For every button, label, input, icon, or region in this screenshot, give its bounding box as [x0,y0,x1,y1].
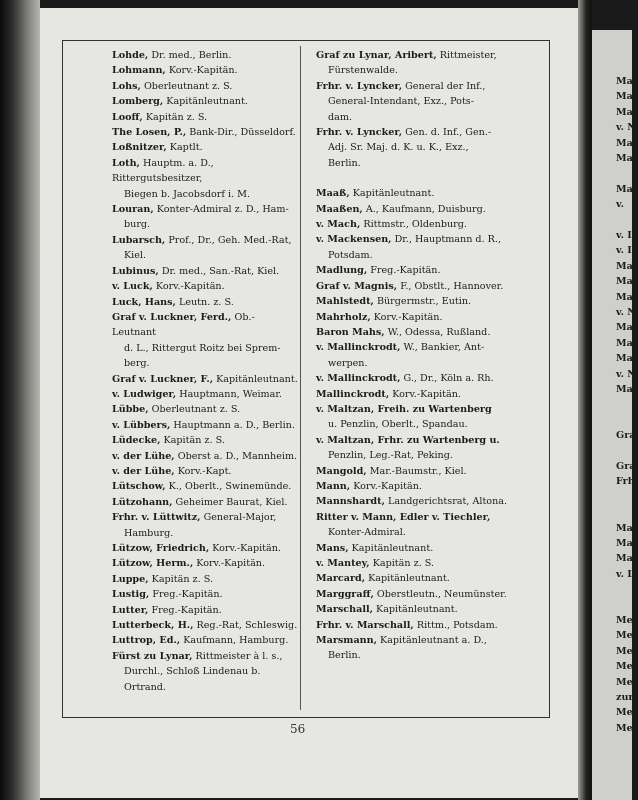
entry-details: Rittmstr., Oldenburg. [363,219,467,231]
directory-entry [112,279,298,294]
entry-details: Hauptmann, Weimar. [179,388,282,400]
directory-entry [112,633,298,648]
directory-entry [316,494,538,509]
entry-name: Lübbe, [112,404,149,416]
directory-entry [316,217,538,232]
entry-name: Fürst zu Lynar, [112,650,193,662]
entry-details: Oberstleutn., Neumünster. [376,588,507,600]
entry-continuation: Durchl., Schloß Lindenau b. [124,666,261,678]
entry-details: W., Odessa, Rußland. [387,326,491,338]
entry-name: Maaß, [316,188,350,200]
directory-entry [316,263,538,278]
directory-entry [112,94,298,109]
entry-continuation: Ortrand. [124,681,166,693]
opposite-page-text: Ma [616,538,633,549]
entry-details: Freg.-Kapitän. [151,604,222,616]
directory-entry [316,202,538,217]
opposite-page-text: Me [616,630,633,642]
directory-entry [316,279,538,294]
opposite-page-text: Ma [616,522,633,534]
directory-entry [316,186,538,201]
entry-name: Marschall, [316,604,373,616]
entry-name: Mangold, [316,465,367,477]
entry-name: Ritter v. Mann, Edler v. Tiechler, [316,511,491,523]
entry-name: v. der Lühe, [112,450,175,462]
directory-entry [316,510,538,541]
entry-details: Rittmeister, [439,50,497,61]
entry-name: Luppe, [112,573,149,585]
entry-name: v. Mallinckrodt, [316,342,401,354]
entry-name: Lützow, Herm., [112,558,194,570]
opposite-page-text: Ma [616,106,633,118]
entry-details: Kapitän z. S. [145,111,208,123]
directory-entry [316,125,538,171]
right-column [316,48,538,664]
entry-details: Korv.-Kapitän. [168,65,238,77]
entry-continuation: General-Intendant, Exz., Pots- [328,96,474,108]
entry-details: Korv.-Kapitän. [353,480,422,492]
entry-details: Reg.-Rat, Schleswig. [196,620,298,632]
entry-details: Korv.-Kapt. [177,465,232,477]
entry-name: Loßnitzer, [112,142,167,154]
entry-details: Rittmeister à l. s., [195,650,283,662]
entry-name: Loth, [112,157,140,169]
entry-details: Korv.-Kapitän. [212,543,281,554]
column-divider [300,46,301,710]
entry-details: Kapitänleutnant a. D., [380,635,487,647]
entry-details: Freg.-Kapitän. [152,589,223,601]
entry-name: Mannshardt, [316,496,385,508]
opposite-page-text: Mer [616,722,638,734]
directory-entry [112,618,298,633]
entry-details: Kapitän z. S. [163,435,225,447]
directory-entry [112,140,298,155]
opposite-page-text: Ma [616,183,633,195]
entry-name: v. Ludwiger, [112,388,177,400]
entry-details: Dr. med., San.-Rat, Kiel. [161,265,280,277]
entry-name: Lützow, Friedrich, [112,543,210,554]
opposite-page-text: Ma [616,384,633,395]
entry-name: v. Mach, [316,219,361,231]
entry-details: Kapitänleutnant. [352,188,435,200]
entry-details: Dr., Hauptmann d. R., [394,234,501,246]
directory-entry [316,340,538,371]
entry-details: Hauptm. a. D., Rittergutsbesitzer, [112,157,214,185]
opposite-page-text: Ma [616,260,633,272]
entry-name: Lubarsch, [112,234,166,246]
directory-entry [112,125,298,140]
entry-name: Lustig, [112,589,150,601]
directory-entry [112,510,298,541]
entry-continuation: u. Penzlin, Oberlt., Spandau. [328,419,468,431]
entry-name: Looff, [112,111,143,123]
entry-continuation: Kiel. [124,250,147,262]
entry-details: Konter-Admiral z. D., Ham- [156,204,289,216]
opposite-page-text: Ma [616,553,633,565]
directory-entry [112,587,298,602]
entry-details: Dr. med., Berlin. [151,50,232,61]
entry-details: Prof., Dr., Geh. Med.-Rat, [168,234,292,246]
entry-details: K., Oberlt., Swinemünde. [168,481,292,493]
directory-entry [112,541,298,556]
entry-name: Maaßen, [316,203,363,215]
entry-details: Landgerichtsrat, Altona. [387,496,508,508]
opposite-page-text: Frh [616,476,635,488]
entry-details: General der Inf., [405,80,486,92]
directory-entry [112,310,298,372]
opposite-page-text: Mei [616,645,637,657]
entry-continuation: Potsdam. [328,249,373,261]
opposite-page-text: v. L [616,568,635,580]
entry-continuation: Penzlin, Leg.-Rat, Peking. [328,450,453,462]
entry-continuation: Berlin. [328,650,361,662]
directory-entry [316,587,538,602]
entry-name: Luck, Hans, [112,296,176,308]
entry-name: Graf v. Luckner, F., [112,373,214,385]
opposite-page-text: Ma [616,153,633,164]
entry-name: Lubinus, [112,265,159,277]
entry-name: v. Mantey, [316,558,370,569]
opposite-page-text: v. N [616,307,637,318]
entry-name: Mallinckrodt, [316,388,390,400]
directory-entry [112,202,298,233]
left-column [112,48,298,695]
section-gap [316,171,538,186]
entry-details: Oberleutnant z. S. [151,404,241,416]
entry-details: Hauptmann a. D., Berlin. [173,419,295,431]
directory-entry [112,156,298,202]
entry-name: Lohmann, [112,65,166,77]
entry-details: Mar.-Baumstr., Kiel. [369,465,467,477]
directory-entry [316,402,538,433]
directory-entry [112,449,298,464]
directory-entry [316,618,538,633]
directory-entry [316,571,538,586]
directory-entry [316,633,538,664]
directory-entry [316,433,538,464]
directory-entry [112,556,298,571]
opposite-page-text: v. N [616,368,637,380]
directory-entry [112,387,298,402]
entry-continuation: Hamburg. [124,527,174,539]
opposite-page-text: Mel [616,707,637,719]
directory-entry [112,479,298,494]
entry-name: v. der Lühe, [112,465,175,477]
entry-name: Lutter, [112,604,149,616]
entry-details: Freg.-Kapitän. [370,265,441,277]
directory-entry [112,63,298,78]
entry-name: Mans, [316,542,349,554]
directory-entry [316,541,538,556]
entry-details: Korv.-Kapitän. [373,311,443,323]
book-spine [0,0,40,800]
entry-name: Mahrholz, [316,311,371,323]
opposite-page-text: Mei [616,661,637,673]
opposite-page-text: v. I [616,245,632,257]
entry-details: Kapitän z. S. [372,558,435,569]
entry-details: F., Obstlt., Hannover. [400,280,504,292]
entry-name: Frhr. v. Lüttwitz, [112,512,201,524]
directory-entry [112,572,298,587]
entry-name: Marcard, [316,573,366,585]
opposite-page-text: v. I [616,230,632,241]
entry-continuation: Berlin. [328,157,361,169]
directory-entry [112,495,298,510]
page-number: 56 [290,722,306,736]
entry-continuation: werpen. [328,357,368,369]
entry-continuation: Adj. Sr. Maj. d. K. u. K., Exz., [328,142,469,154]
opposite-page-text: Ma [616,337,633,349]
entry-name: Lohs, [112,80,141,92]
opposite-page-text: Ma [616,353,633,365]
directory-entry [316,387,538,402]
entry-name: Mann, [316,480,351,492]
entry-details: Geheimer Baurat, Kiel. [175,496,288,508]
entry-name: Graf v. Luckner, Ferd., [112,311,232,323]
entry-details: Oberst a. D., Mannheim. [177,450,298,462]
entry-details: Kapitänleutnant. [351,542,434,554]
directory-entry [112,603,298,618]
entry-name: The Losen, P., [112,127,187,139]
entry-name: v. Mackensen, [316,234,392,246]
entry-name: Frhr. v. Marschall, [316,619,414,631]
entry-details: Oberleutnant z. S. [143,80,233,92]
entry-details: Leutn. z. S. [178,296,234,308]
opposite-page-text: Ma [616,291,633,303]
opposite-page-text: v. N [616,122,637,134]
directory-entry [316,371,538,386]
entry-details: Kapitänleutnant. [166,96,248,108]
opposite-page-text: Ma [616,76,633,87]
opposite-page-text: v. [616,199,624,211]
entry-continuation: d. L., Rittergut Roitz bei Sprem- [124,342,281,354]
opposite-page-text: Ma [616,322,633,334]
entry-details: Bank-Dir., Düsseldorf. [189,127,296,139]
directory-entry [316,556,538,571]
opposite-page [586,30,638,800]
entry-details: W., Bankier, Ant- [403,342,485,354]
entry-details: Kapitänleutnant. [368,573,450,585]
entry-name: Madlung, [316,265,368,277]
entry-details: Korv.-Kapitän. [392,388,461,400]
entry-name: v. Maltzan, Frhr. zu Wartenberg u. [316,434,500,446]
directory-entry [316,232,538,263]
opposite-page-text: Me [616,615,633,626]
entry-name: v. Luck, [112,281,153,293]
entry-name: v. Mallinckrodt, [316,373,401,385]
opposite-page-text: Ma [616,276,633,288]
directory-entry [316,325,538,340]
opposite-page-text: zur [616,692,634,703]
entry-name: Baron Mahs, [316,326,385,338]
entry-name: Marsmann, [316,635,377,647]
entry-details: Ob.-Leutnant [112,311,255,339]
entry-name: Marggraff, [316,588,374,600]
entry-name: Graf v. Magnis, [316,280,398,292]
entry-name: Frhr. v. Lyncker, [316,127,403,139]
directory-entry [112,233,298,264]
entry-details: Kapitän z. S. [151,573,213,585]
directory-entry [112,418,298,433]
entry-details: G., Dr., Köln a. Rh. [403,373,494,385]
entry-name: Lüdecke, [112,435,161,447]
entry-name: Louran, [112,204,154,216]
entry-name: Frhr. v. Lyncker, [316,80,403,92]
entry-details: Kapitänleutnant. [376,604,458,616]
directory-entry [316,479,538,494]
entry-details: Kapitänleutnant. [216,373,298,385]
entry-name: Mahlstedt, [316,296,374,308]
directory-entry [112,110,298,125]
entry-continuation: burg. [124,219,151,231]
opposite-page-text: Gra [616,430,636,442]
entry-name: Lütschow, [112,481,166,493]
opposite-page-text: Ma [616,137,633,149]
entry-name: Lützohann, [112,496,173,508]
directory-entry [316,602,538,617]
entry-name: Graf zu Lynar, Aribert, [316,50,437,61]
entry-name: v. Maltzan, Freih. zu Wartenberg [316,403,492,415]
opposite-page-text: Ma [616,91,633,103]
entry-name: Lomberg, [112,96,164,108]
entry-name: Luttrop, Ed., [112,635,181,647]
entry-details: Bürgermstr., Eutin. [376,296,472,308]
directory-entry [316,48,538,79]
entry-details: Korv.-Kapitän. [155,281,225,293]
entry-continuation: Biegen b. Jacobsdorf i. M. [124,188,251,200]
entry-name: v. Lübbers, [112,419,171,431]
entry-details: A., Kaufmann, Duisburg. [365,203,486,215]
entry-details: Kaptlt. [169,142,203,154]
directory-entry [112,48,298,63]
directory-entry [316,294,538,309]
entry-details: Korv.-Kapitän. [196,558,266,570]
entry-continuation: Konter-Admiral. [328,527,406,539]
entry-details: Kaufmann, Hamburg. [183,635,289,647]
directory-entry [112,649,298,695]
directory-entry [112,264,298,279]
entry-details: General-Major, [203,512,277,524]
entry-details: Gen. d. Inf., Gen.- [405,127,492,139]
entry-continuation: Fürstenwalde. [328,65,398,77]
directory-entry [112,79,298,94]
opposite-page-text: Me [616,676,633,688]
directory-entry [112,402,298,417]
directory-entry [112,464,298,479]
entry-continuation: dam. [328,111,353,123]
directory-entry [112,295,298,310]
directory-entry [112,372,298,387]
opposite-page-text: Gra [616,461,636,472]
directory-entry [316,464,538,479]
directory-entry [316,310,538,325]
directory-entry [112,433,298,448]
entry-name: Lohde, [112,50,149,61]
directory-entry [316,79,538,125]
entry-details: Rittm., Potsdam. [416,619,498,631]
entry-name: Lutterbeck, H., [112,620,194,632]
entry-continuation: berg. [124,358,150,370]
page-gutter [578,0,592,800]
